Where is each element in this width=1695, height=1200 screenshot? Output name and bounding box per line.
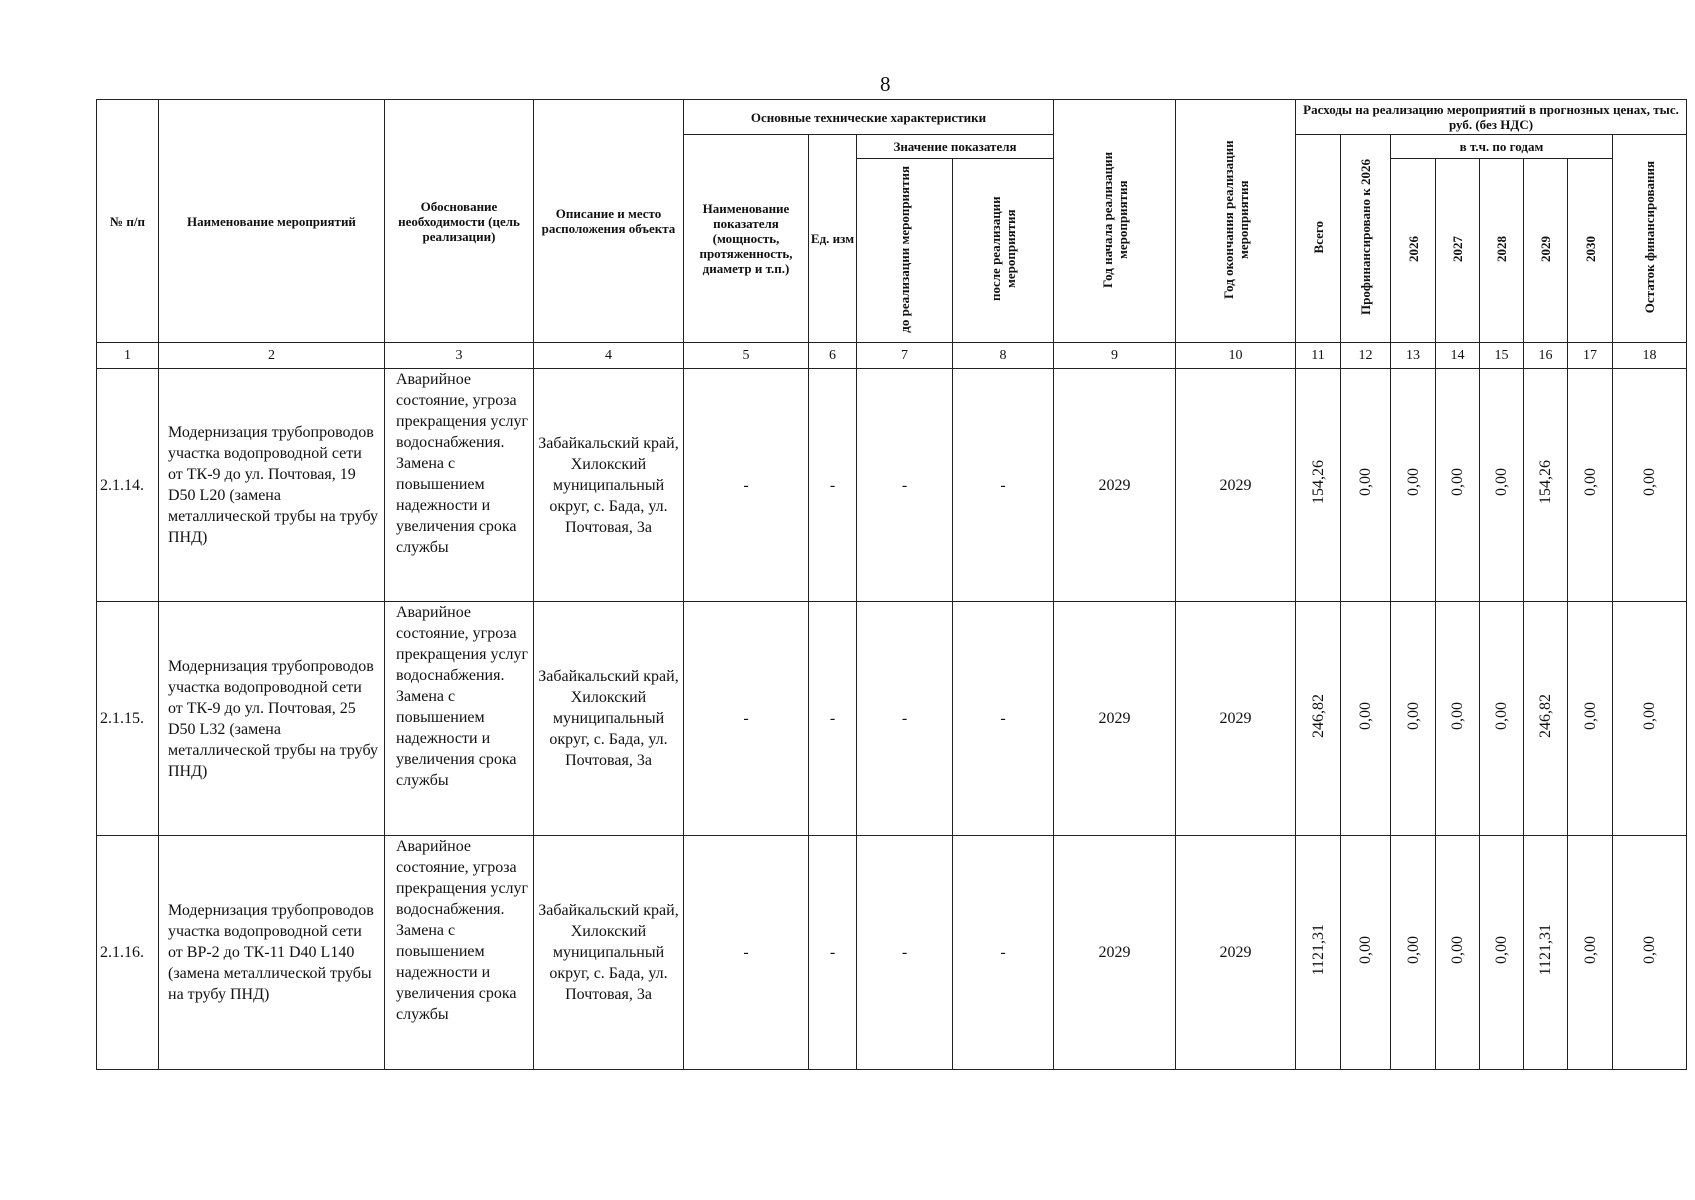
column-number: 12 bbox=[1341, 343, 1391, 369]
measure-reason: Аварийное состояние, угроза прекращения услуг водоснабжения. Замена с повышением надежности и увеличения срока службы bbox=[385, 836, 534, 1070]
measure-reason: Аварийное состояние, угроза прекращения услуг водоснабжения. Замена с повышением надежности и увеличения срока службы bbox=[385, 602, 534, 836]
header-after: после реализации мероприятия bbox=[953, 159, 1054, 343]
value-after: - bbox=[953, 602, 1054, 836]
cost-2030: 0,00 bbox=[1568, 369, 1613, 602]
column-number: 14 bbox=[1436, 343, 1480, 369]
header-name: Наименование мероприятий bbox=[159, 100, 385, 343]
header-year-2026: 2026 bbox=[1391, 159, 1436, 343]
remainder-cost: 0,00 bbox=[1613, 602, 1687, 836]
total-cost: 154,26 bbox=[1296, 369, 1341, 602]
cost-2028: 0,00 bbox=[1480, 602, 1524, 836]
header-year-2027: 2027 bbox=[1436, 159, 1480, 343]
measures-table bbox=[96, 99, 1687, 1070]
header-before: до реализации мероприятия bbox=[857, 159, 953, 343]
start-year: 2029 bbox=[1054, 602, 1176, 836]
column-number: 16 bbox=[1524, 343, 1568, 369]
object-description: Забайкальский край, Хилокский муниципальный округ, с. Бада, ул. Почтовая, 3а bbox=[534, 369, 684, 602]
column-number: 13 bbox=[1391, 343, 1436, 369]
page-number: 8 bbox=[880, 72, 891, 96]
cost-2026: 0,00 bbox=[1391, 602, 1436, 836]
column-number: 15 bbox=[1480, 343, 1524, 369]
row-number: 2.1.15. bbox=[97, 602, 159, 836]
header-tech-group: Основные технические характеристики bbox=[684, 100, 1054, 135]
header-financed: Профинансировано к 2026 bbox=[1341, 135, 1391, 343]
table-row bbox=[97, 602, 1687, 836]
value-before: - bbox=[857, 836, 953, 1070]
financed-cost: 0,00 bbox=[1341, 602, 1391, 836]
header-total: Всего bbox=[1296, 135, 1341, 343]
column-number: 18 bbox=[1613, 343, 1687, 369]
end-year: 2029 bbox=[1176, 836, 1296, 1070]
indicator-name: - bbox=[684, 369, 809, 602]
measure-reason: Аварийное состояние, угроза прекращения услуг водоснабжения. Замена с повышением надежности и увеличения срока службы bbox=[385, 369, 534, 602]
cost-2029: 1121,31 bbox=[1524, 836, 1568, 1070]
value-after: - bbox=[953, 369, 1054, 602]
start-year: 2029 bbox=[1054, 369, 1176, 602]
total-cost: 246,82 bbox=[1296, 602, 1341, 836]
financed-cost: 0,00 bbox=[1341, 836, 1391, 1070]
cost-2030: 0,00 bbox=[1568, 602, 1613, 836]
cost-2027: 0,00 bbox=[1436, 602, 1480, 836]
value-before: - bbox=[857, 602, 953, 836]
unit: - bbox=[809, 602, 857, 836]
row-number: 2.1.16. bbox=[97, 836, 159, 1070]
column-number: 17 bbox=[1568, 343, 1613, 369]
table-row bbox=[97, 369, 1687, 602]
column-number: 4 bbox=[534, 343, 684, 369]
column-number-row bbox=[97, 343, 1687, 369]
header-year-2030: 2030 bbox=[1568, 159, 1613, 343]
header-by-years: в т.ч. по годам bbox=[1391, 135, 1613, 159]
cost-2027: 0,00 bbox=[1436, 836, 1480, 1070]
value-before: - bbox=[857, 369, 953, 602]
header-indicator-name: Наименование показателя (мощность, протяженность, диаметр и т.п.) bbox=[684, 135, 809, 343]
header-unit: Ед. изм bbox=[809, 135, 857, 343]
indicator-name: - bbox=[684, 602, 809, 836]
header-end-year: Год окончания реализации мероприятия bbox=[1176, 100, 1296, 343]
row-number: 2.1.14. bbox=[97, 369, 159, 602]
object-description: Забайкальский край, Хилокский муниципальный округ, с. Бада, ул. Почтовая, 3а bbox=[534, 836, 684, 1070]
column-number: 8 bbox=[953, 343, 1054, 369]
column-number: 7 bbox=[857, 343, 953, 369]
end-year: 2029 bbox=[1176, 369, 1296, 602]
column-number: 9 bbox=[1054, 343, 1176, 369]
header-remainder: Остаток финансирования bbox=[1613, 135, 1687, 343]
column-number: 6 bbox=[809, 343, 857, 369]
header-description: Описание и место расположения объекта bbox=[534, 100, 684, 343]
object-description: Забайкальский край, Хилокский муниципальный округ, с. Бада, ул. Почтовая, 3а bbox=[534, 602, 684, 836]
cost-2028: 0,00 bbox=[1480, 836, 1524, 1070]
column-number: 10 bbox=[1176, 343, 1296, 369]
cost-2028: 0,00 bbox=[1480, 369, 1524, 602]
indicator-name: - bbox=[684, 836, 809, 1070]
unit: - bbox=[809, 369, 857, 602]
header-start-year: Год начала реализации мероприятия bbox=[1054, 100, 1176, 343]
total-cost: 1121,31 bbox=[1296, 836, 1341, 1070]
header-year-2028: 2028 bbox=[1480, 159, 1524, 343]
cost-2030: 0,00 bbox=[1568, 836, 1613, 1070]
table-row bbox=[97, 836, 1687, 1070]
column-number: 2 bbox=[159, 343, 385, 369]
measure-name: Модернизация трубопроводов участка водопроводной сети от ВР-2 до ТК-11 D40 L140 (замена металлической трубы на трубу ПНД) bbox=[159, 836, 385, 1070]
remainder-cost: 0,00 bbox=[1613, 836, 1687, 1070]
header-indicator-value-group: Значение показателя bbox=[857, 135, 1054, 159]
value-after: - bbox=[953, 836, 1054, 1070]
measure-name: Модернизация трубопроводов участка водопроводной сети от ТК-9 до ул. Почтовая, 19 D50 L20 (замена металлической трубы на трубу ПНД) bbox=[159, 369, 385, 602]
header-expenses-group: Расходы на реализацию мероприятий в прогнозных ценах, тыс. руб. (без НДС) bbox=[1296, 100, 1687, 135]
header-reason: Обоснование необходимости (цель реализации) bbox=[385, 100, 534, 343]
column-number: 5 bbox=[684, 343, 809, 369]
column-number: 3 bbox=[385, 343, 534, 369]
column-number: 1 bbox=[97, 343, 159, 369]
header-num: № п/п bbox=[97, 100, 159, 343]
cost-2029: 154,26 bbox=[1524, 369, 1568, 602]
column-number: 11 bbox=[1296, 343, 1341, 369]
measure-name: Модернизация трубопроводов участка водопроводной сети от ТК-9 до ул. Почтовая, 25 D50 L32 (замена металлической трубы на трубу ПНД) bbox=[159, 602, 385, 836]
header-year-2029: 2029 bbox=[1524, 159, 1568, 343]
cost-2029: 246,82 bbox=[1524, 602, 1568, 836]
financed-cost: 0,00 bbox=[1341, 369, 1391, 602]
start-year: 2029 bbox=[1054, 836, 1176, 1070]
remainder-cost: 0,00 bbox=[1613, 369, 1687, 602]
end-year: 2029 bbox=[1176, 602, 1296, 836]
cost-2027: 0,00 bbox=[1436, 369, 1480, 602]
cost-2026: 0,00 bbox=[1391, 836, 1436, 1070]
cost-2026: 0,00 bbox=[1391, 369, 1436, 602]
unit: - bbox=[809, 836, 857, 1070]
